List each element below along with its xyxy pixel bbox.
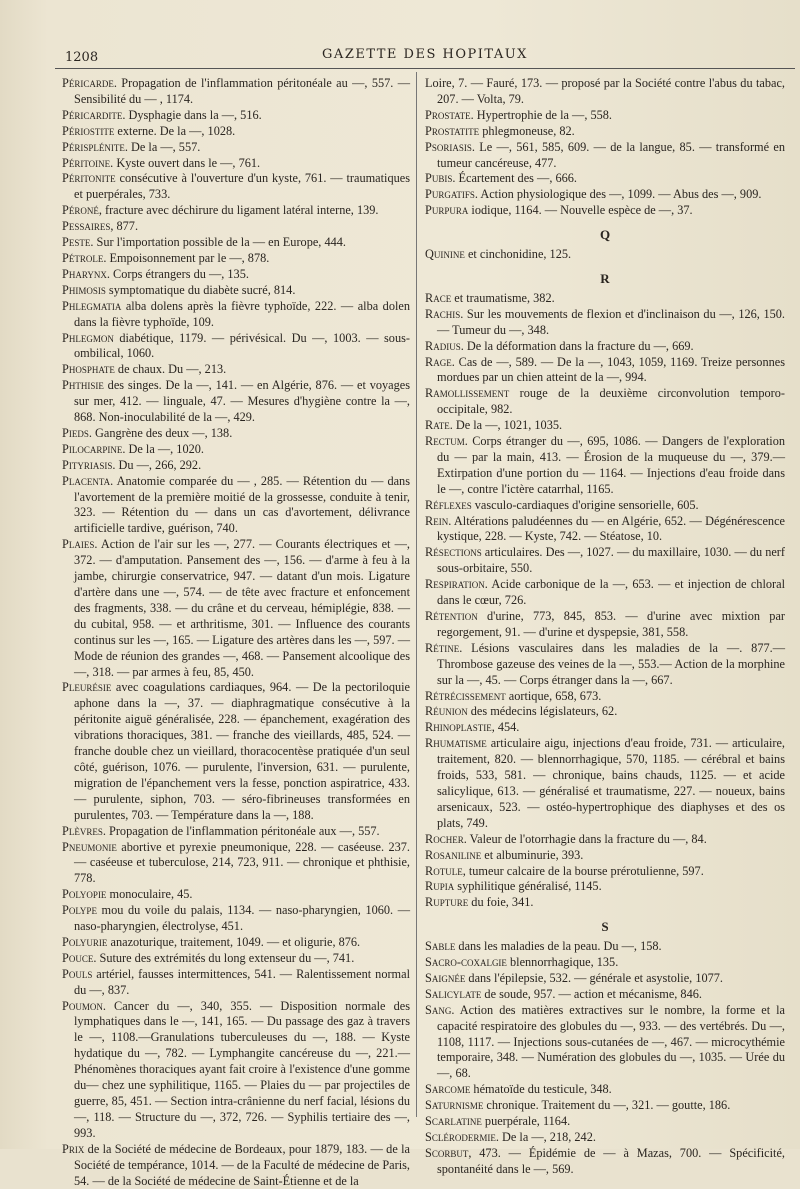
entry-text: dans les maladies de la peau. Du —, 158. bbox=[455, 939, 662, 954]
entry-term: Saignée bbox=[425, 970, 466, 985]
entry-text: Suture des extrémités du long extenseur du —, 741. bbox=[96, 950, 355, 965]
index-entry bbox=[62, 935, 410, 951]
entry-text: rouge de la deuxième circonvolution temporo-occipitale, 982. bbox=[437, 386, 785, 417]
entry-term: Sable bbox=[425, 939, 456, 954]
index-entry bbox=[425, 291, 785, 307]
entry-term: Sclérodermie. bbox=[425, 1130, 499, 1144]
entry-text: symptomatique du diabète sucré, 814. bbox=[105, 282, 296, 297]
entry-text: alba dolens après la fièvre typhoïde, 222. — alba dolen dans la fièvre typhoïde, 109. bbox=[74, 298, 410, 329]
index-entry bbox=[425, 1082, 785, 1098]
index-entry bbox=[62, 951, 410, 967]
entry-term: Scarlatine bbox=[425, 1114, 482, 1129]
entry-term: Purpura bbox=[425, 203, 469, 218]
entry-term: Salicylate bbox=[425, 986, 482, 1001]
entry-term: Rein. bbox=[425, 513, 452, 528]
entry-text: phlegmoneuse, 82. bbox=[479, 123, 575, 138]
entry-term: Pieds. bbox=[62, 425, 92, 440]
entry-text: Action de l'air sur les —, 277. — Courants électriques et —, 372. — d'amputation. Pansement des —, 156. — d'arme à feu à la jambe, chirurgie conservatrice, 947. — datant d'un mois. Ligature d'artère dans une —, 574. — de tête avec fracture et enfoncement des fragments, 338. — du crâne et du cerveau, hémiplégie, 838. — du cubital, 958. — et arthritisme, 301. — Influence des courants continus sur les —, 165. — Ligature des artères dans les —, 597. — Mode de réunion des grandes —, 468. — Pansement alcoolique des —, 318. — par armes à feu, 85, 450. bbox=[74, 537, 410, 679]
index-entry bbox=[62, 362, 410, 378]
entry-term: Rupture bbox=[425, 895, 469, 910]
index-entry bbox=[425, 1114, 785, 1130]
entry-text: 877. bbox=[113, 219, 139, 234]
entry-term: Rate. bbox=[425, 418, 453, 433]
entry-term: Polype bbox=[62, 903, 97, 918]
index-entry bbox=[425, 498, 785, 514]
left-column bbox=[62, 76, 410, 1189]
index-entry bbox=[425, 187, 785, 203]
column-divider bbox=[416, 72, 417, 1117]
entry-text: Altérations paludéennes du — en Algérie, 652. — Dégénérescence kystique, 228. — Kyste, 742. — Stéatose, 10. bbox=[437, 513, 785, 544]
entry-term: Rachis. bbox=[425, 306, 464, 321]
entry-text: Action des matières extractives sur le nombre, la forme et la capacité respiratoire des globules du —, 933. — des vertébrés. Du —, 1108, 1117. — Injections sous-cutanées de —, 467. — microcythémie temporaire, 348. — Numération des globules du —, 1035. — Urée du —, 68. bbox=[437, 1002, 785, 1081]
entry-term: Plaies. bbox=[62, 537, 98, 552]
entry-term: Pityriasis. bbox=[62, 457, 116, 472]
entry-text: Anatomie comparée du — , 285. — Rétention du — dans l'avortement de la première moitié de la grossesse, conduite à tenir, 323. — Rétention du — dans un cas d'avortement, délivrance artificielle tardive, guérison, 740. bbox=[74, 473, 410, 536]
index-entry bbox=[62, 283, 410, 299]
entry-text: Écartement des —, 666. bbox=[455, 171, 577, 186]
index-entry bbox=[425, 736, 785, 831]
index-entry bbox=[425, 641, 785, 689]
entry-term: Pneumonie bbox=[62, 839, 117, 854]
index-entry bbox=[62, 537, 410, 680]
index-entry bbox=[62, 299, 410, 331]
entry-text: Kyste ouvert dans le —, 761. bbox=[113, 155, 261, 170]
entry-term: Purgatifs. bbox=[425, 187, 478, 202]
entry-text: Du —, 266, 292. bbox=[115, 457, 202, 472]
entry-term: Phlegmatia bbox=[62, 298, 122, 313]
entry-term: Pouls bbox=[62, 966, 93, 981]
entry-term: Pessaires, bbox=[62, 219, 114, 234]
index-entry bbox=[425, 124, 785, 140]
entry-term: Péricarde. bbox=[62, 76, 117, 90]
entry-text: Empoisonnement par le —, 878. bbox=[106, 250, 270, 265]
entry-term: Peste. bbox=[62, 235, 94, 250]
entry-term: Quinine bbox=[425, 247, 465, 262]
entry-text: Valeur de l'otorrhagie dans la fracture du —, 84. bbox=[466, 831, 707, 846]
entry-text: fracture avec déchirure du ligament latéral interne, 139. bbox=[101, 203, 379, 218]
entry-text: articulaires. Des —, 1027. — du maxillaire, 1030. — du nerf sous-orbitaire, 550. bbox=[437, 545, 785, 576]
index-entry bbox=[425, 939, 785, 955]
entry-text: et traumatisme, 382. bbox=[451, 290, 555, 305]
index-entry bbox=[62, 267, 410, 283]
index-entry bbox=[425, 76, 785, 108]
index-entry bbox=[62, 235, 410, 251]
entry-text: Gangrène des deux —, 138. bbox=[91, 425, 233, 440]
entry-term: Pleurésie bbox=[62, 680, 112, 695]
entry-text: vasculo-cardiaques d'origine sensorielle, 605. bbox=[471, 497, 699, 512]
index-entry bbox=[425, 1146, 785, 1178]
index-entry bbox=[425, 720, 785, 736]
entry-text: de soude, 957. — action et mécanisme, 846. bbox=[481, 986, 702, 1001]
index-entry bbox=[62, 203, 410, 219]
index-entry bbox=[62, 680, 410, 823]
index-entry bbox=[425, 689, 785, 705]
entry-text: Dysphagie dans la —, 516. bbox=[125, 107, 262, 122]
entry-text: consécutive à l'ouverture d'un kyste, 761. — traumatiques et puerpérales, 733. bbox=[74, 171, 410, 202]
entry-text: d'urine, 773, 845, 853. — d'urine avec mixtion par regorgement, 91. — d'urine et dyspepsie, 381, 558. bbox=[437, 609, 785, 639]
entry-text: monoculaire, 45. bbox=[106, 887, 193, 902]
index-entry bbox=[425, 545, 785, 577]
index-entry bbox=[425, 987, 785, 1003]
entry-term: Rotule, bbox=[425, 863, 466, 878]
index-entry bbox=[62, 124, 410, 140]
entry-text: Sur l'importation possible de la — en Europe, 444. bbox=[93, 235, 346, 250]
entry-text: 454. bbox=[494, 720, 520, 735]
entry-text: Acide carbonique de la —, 653. — et injection de chloral dans le cœur, 726. bbox=[437, 577, 785, 608]
entry-term: Rupia bbox=[425, 879, 455, 894]
entry-text: blennorrhagique, 135. bbox=[506, 955, 619, 970]
entry-text: Le —, 561, 585, 609. — de la langue, 85. — transformé en tumeur cancéreuse, 477. bbox=[437, 139, 785, 170]
index-entry bbox=[425, 864, 785, 880]
entry-term: Polyopie bbox=[62, 887, 107, 902]
entry-text: aortique, 658, 673. bbox=[505, 688, 602, 703]
index-entry bbox=[425, 203, 785, 219]
entry-text: Loire, 7. — Fauré, 173. — proposé par la Société contre l'abus du tabac, 207. — Volta, 79. bbox=[425, 76, 785, 106]
index-entry bbox=[425, 971, 785, 987]
page-number: 1208 bbox=[65, 50, 99, 65]
entry-text: 473. — Épidémie de — à Mazas, 700. — Spécificité, spontanéité dans le —, 569. bbox=[437, 1145, 785, 1176]
entry-text: de la Société de médecine de Bordeaux, pour 1879, 183. — de la Société de tempérance, 1014. — de la Faculté de médecine de Paris, 54. — de la Société de médecine de Saint-Étienne et de la bbox=[74, 1141, 410, 1188]
entry-text: Cas de —, 589. — De la —, 1043, 1059, 1169. Treize personnes mordues par un chien atteint de la —, 994. bbox=[437, 354, 785, 385]
entry-term: Péritonite bbox=[62, 171, 116, 186]
entry-text: anazoturique, traitement, 1049. — et oligurie, 876. bbox=[107, 934, 361, 949]
entry-text: abortive et pyrexie pneumonique, 228. — caséeuse. 237. — caséeuse et tuberculose, 214, 723, 911. — chronique et phthisie, 778. bbox=[74, 839, 410, 886]
index-entry bbox=[425, 339, 785, 355]
entry-text: De la —, 557. bbox=[127, 139, 201, 154]
index-entry bbox=[425, 848, 785, 864]
entry-text: avec coagulations cardiaques, 964. — De la pectoriloquie aphone dans la —, 37. — diaphragmatique consécutive à la péritonite aiguë généralisée, 228. — épanchement, exagération des vibrations thoraciques, 381. — franche des vieillards, 485, 524. — franche double chez un vieillard, thoracocentèse pratiquée d'un seul côté, guérison, 1076. — purulente, l'inversion, 631. — purulente, migration de l'épanchement vers la fesse, ponction aspiratrice, 433. — purulente, siphon, 703. — séro-fibrineuses transformées en purulentes, 703. — Température dans la —, 188. bbox=[74, 680, 410, 822]
index-entry bbox=[425, 171, 785, 187]
entry-term: Phthisie bbox=[62, 378, 104, 393]
index-entry bbox=[425, 418, 785, 434]
index-entry bbox=[425, 1098, 785, 1114]
index-entry bbox=[425, 609, 785, 641]
entry-text: hématoïde du testicule, 348. bbox=[470, 1082, 612, 1097]
journal-title: GAZETTE DES HOPITAUX bbox=[322, 47, 528, 62]
entry-text: et cinchonidine, 125. bbox=[464, 247, 572, 262]
entry-term: Polyurie bbox=[62, 934, 108, 949]
index-entry bbox=[62, 76, 410, 108]
right-column bbox=[425, 76, 785, 1178]
index-entry bbox=[62, 156, 410, 172]
entry-term: Radius. bbox=[425, 338, 464, 353]
entry-text: puerpérale, 1164. bbox=[481, 1114, 571, 1129]
index-entry bbox=[62, 378, 410, 426]
entry-term: Rectum. bbox=[425, 434, 468, 449]
entry-text: diabétique, 1179. — périvésical. Du —, 1003. — sous-ombilical, 1060. bbox=[74, 330, 410, 361]
entry-text: artériel, fausses intermittences, 541. — Ralentissement normal du —, 837. bbox=[74, 966, 410, 997]
entry-term: Rétrécissement bbox=[425, 688, 506, 703]
index-entry bbox=[62, 903, 410, 935]
entry-term: Sacro-coxalgie bbox=[425, 955, 507, 970]
index-entry bbox=[425, 307, 785, 339]
entry-text: Corps étranger du —, 695, 1086. — Dangers de l'exploration du — par la main, 413. — Érosion de la muqueuse du —, 379.— Extirpation d'une portion du — 1164. — Injections d'eau froide dans le —, contre l'ictère catarrhal, 1165. bbox=[437, 434, 785, 496]
entry-term: Sarcome bbox=[425, 1082, 471, 1097]
entry-term: Résections bbox=[425, 545, 482, 560]
entry-text: Hypertrophie de la —, 558. bbox=[473, 107, 613, 122]
entry-text: De la —, 218, 242. bbox=[498, 1130, 596, 1144]
index-entry bbox=[425, 577, 785, 609]
entry-term: Phimosis bbox=[62, 282, 106, 297]
entry-text: Sur les mouvements de flexion et d'inclinaison du —, 126, 150. — Tumeur du —, 348. bbox=[437, 306, 785, 337]
entry-term: Pouce. bbox=[62, 950, 97, 965]
index-entry bbox=[62, 999, 410, 1142]
entry-term: Réflexes bbox=[425, 497, 472, 512]
index-entry bbox=[62, 824, 410, 840]
entry-text: Action physiologique des —, 1099. — Abus des —, 909. bbox=[477, 187, 762, 202]
index-entry bbox=[62, 219, 410, 235]
section-letter: S bbox=[601, 919, 609, 935]
entry-term: Prostatite bbox=[425, 123, 480, 138]
entry-term: Péritoine. bbox=[62, 155, 114, 170]
index-entry bbox=[62, 171, 410, 203]
entry-term: Rétention bbox=[425, 609, 478, 623]
entry-text: articulaire aigu, injections d'eau froide, 731. — articulaire, traitement, 820. — blennorrhagique, 570, 1185. — cérébral et bains froids, 533, 581. — chronique, bains chauds, 1125. — et acide salicylique, 613. — généralisé et traumatisme, 227. — noueux, bains arsenicaux, 523. — ostéo-hypertrophique des diaphyses et des os plats, 749. bbox=[437, 736, 785, 830]
entry-term: Périsplénite. bbox=[62, 139, 128, 154]
entry-text: et albuminurie, 393. bbox=[481, 847, 584, 862]
entry-term: Rétine. bbox=[425, 640, 463, 655]
entry-text: De la —, 1020. bbox=[125, 441, 204, 456]
entry-text: des singes. De la —, 141. — en Algérie, 876. — et voyages sur mer, 412. — linguale, 47. — Mesures d'hygiène contre la —, 868. Non-inoculabilité de la —, 429. bbox=[74, 378, 410, 425]
index-entry bbox=[425, 140, 785, 172]
entry-text: iodique, 1164. — Nouvelle espèce de —, 37. bbox=[468, 203, 693, 218]
entry-term: Plèvres. bbox=[62, 823, 106, 838]
index-entry bbox=[62, 108, 410, 124]
index-entry bbox=[425, 434, 785, 498]
index-entry bbox=[425, 832, 785, 848]
section-letter: R bbox=[600, 270, 610, 286]
index-entry bbox=[62, 426, 410, 442]
entry-term: Rage. bbox=[425, 354, 455, 369]
index-entry bbox=[425, 704, 785, 720]
entry-term: Sang. bbox=[425, 1002, 455, 1017]
index-entry bbox=[425, 386, 785, 418]
index-entry bbox=[425, 895, 785, 911]
entry-term: Pubis. bbox=[425, 171, 456, 186]
entry-term: Scorbut, bbox=[425, 1145, 472, 1160]
entry-text: mou du voile du palais, 1134. — naso-pharyngien, 1060. — naso-pharyngien, électrolyse, 451. bbox=[74, 903, 410, 934]
entry-term: Race bbox=[425, 290, 452, 305]
entry-term: Ramollissement bbox=[425, 386, 510, 401]
entry-text: Cancer du —, 340, 355. — Disposition normale des lymphatiques dans le —, 141, 165. — Du passage des gaz à travers le —, 1108.—Granulations tuberculeuses du —, 188. — Kyste hydatique du —, 782. — Lymphangite cancéreuse du —, 221.— Phénomènes thoraciques ayant fait croire à l'existence d'une gomme du— chez une syphilitique, 1165. — Plaies du — par projectiles de guerre, 85, 451. — Section intra-crânienne du nerf facial, lésions du —, 118. — Structure du —, 372, 726. — Syphilis tertiaire des —, 993. bbox=[74, 998, 410, 1140]
index-entry bbox=[62, 140, 410, 156]
entry-term: Placenta. bbox=[62, 473, 114, 488]
section-letter: Q bbox=[599, 227, 611, 243]
index-entry bbox=[62, 967, 410, 999]
index-entry bbox=[425, 355, 785, 387]
index-entry bbox=[62, 442, 410, 458]
index-entry bbox=[425, 879, 785, 895]
entry-text: syphilitique généralisé, 1145. bbox=[454, 879, 602, 894]
index-entry bbox=[62, 458, 410, 474]
entry-term: Prix bbox=[62, 1141, 85, 1156]
entry-term: Pharynx. bbox=[62, 266, 110, 281]
entry-text: de chaux. Du —, 213. bbox=[114, 362, 227, 377]
entry-term: Phlegmon bbox=[62, 330, 114, 345]
entry-term: Saturnisme bbox=[425, 1098, 484, 1113]
entry-text: des médecins législateurs, 62. bbox=[467, 704, 618, 719]
entry-term: Rhumatisme bbox=[425, 736, 487, 751]
entry-text: Propagation de l'inflammation péritonéale aux —, 557. bbox=[105, 823, 380, 838]
entry-term: Poumon. bbox=[62, 998, 106, 1013]
index-entry bbox=[425, 247, 785, 263]
index-entry bbox=[425, 955, 785, 971]
entry-term: Péroné, bbox=[62, 203, 102, 218]
index-entry bbox=[62, 474, 410, 538]
entry-text: tumeur calcaire de la bourse prérotulienne, 597. bbox=[465, 863, 704, 878]
entry-term: Pétrole. bbox=[62, 250, 107, 265]
entry-text: chronique. Traitement du —, 321. — goutte, 186. bbox=[483, 1098, 731, 1113]
entry-term: Rhinoplastie, bbox=[425, 720, 495, 735]
entry-term: Péricardite. bbox=[62, 107, 126, 122]
entry-term: Rosaniline bbox=[425, 847, 482, 862]
entry-term: Périostite bbox=[62, 123, 115, 138]
entry-text: Lésions vasculaires dans les maladies de la —. 877.— Thrombose gazeuse des veines de la —, 553.— Action de la morphine sur la —, 45. — Corps étranger dans la —, 667. bbox=[437, 640, 785, 687]
entry-text: Corps étrangers du —, 135. bbox=[109, 266, 249, 281]
entry-text: du foie, 341. bbox=[468, 895, 534, 910]
entry-text: De la déformation dans la fracture du —, 669. bbox=[463, 338, 694, 353]
index-entry bbox=[62, 251, 410, 267]
index-entry bbox=[425, 1003, 785, 1083]
index-entry bbox=[62, 331, 410, 363]
entry-term: Prostate. bbox=[425, 107, 474, 122]
index-entry bbox=[425, 1130, 785, 1146]
page-header bbox=[55, 44, 795, 69]
index-entry bbox=[62, 840, 410, 888]
index-entry bbox=[425, 108, 785, 124]
index-entry bbox=[62, 887, 410, 903]
entry-text: dans l'épilepsie, 532. — générale et asystolie, 1077. bbox=[465, 970, 723, 985]
entry-term: Phosphate bbox=[62, 362, 115, 377]
entry-term: Psoriasis. bbox=[425, 139, 475, 154]
entry-text: Propagation de l'inflammation péritonéale au —, 557. — Sensibilité du — , 1174. bbox=[74, 76, 410, 106]
entry-text: De la —, 1021, 1035. bbox=[452, 418, 563, 433]
entry-term: Pilocarpine. bbox=[62, 441, 126, 456]
entry-text: externe. De la —, 1028. bbox=[114, 123, 236, 138]
entry-term: Respiration. bbox=[425, 577, 488, 592]
entry-term: Rocher. bbox=[425, 831, 467, 846]
index-entry bbox=[425, 514, 785, 546]
entry-term: Réunion bbox=[425, 704, 468, 719]
